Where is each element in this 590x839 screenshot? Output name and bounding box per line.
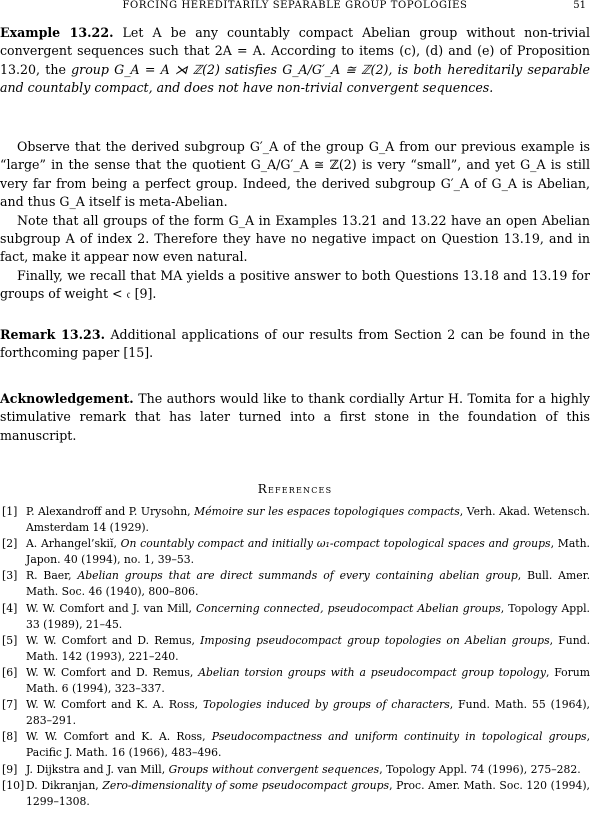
reference-authors: A. Arhangel’skiĭ, [26,537,121,551]
reference-number: [10] [2,778,25,792]
remark-text: Additional applications of our results from Section 2 can be found in the forthcoming paper [15]. [0,327,590,361]
reference-source: , Proc. Amer. Math. Soc. 120 (1994), 1299–1308. [26,778,590,808]
reference-item [0,697,590,729]
reference-authors: R. Baer, [26,569,78,583]
remark-label: Remark 13.23. [0,327,105,342]
reference-authors: W. W. Comfort and J. van Mill, [26,601,197,615]
reference-item [0,729,590,761]
reference-number: [7] [2,698,18,712]
page-number: 51 [573,0,586,11]
references-heading: References [257,482,333,496]
reference-title: Mémoire sur les espaces topologiques compacts [194,505,460,518]
reference-item [0,762,590,778]
reference-authors: W. W. Comfort and D. Remus, [26,665,199,679]
reference-authors: J. Dijkstra and J. van Mill, [26,762,169,776]
example-label: Example 13.22. [0,25,114,40]
reference-item [0,568,590,600]
reference-source: , Forum Math. 6 (1994), 323–337. [26,665,590,696]
reference-source: , Math. Japon. 40 (1994), no. 1, 39–53. [26,537,590,567]
paragraph: Note that all groups of the form G_A in Examples 13.21 and 13.22 have an open Abelian subgroup A of index 2. Therefore they have no negative impact on Question 13.19, and in fact, make it appear now even natural. [0,212,590,265]
reference-title: Abelian torsion groups with a pseudocompact group topology [198,665,546,679]
reference-title: Concerning connected, pseudocompact Abelian groups [196,601,501,615]
paragraph: Finally, we recall that MA yields a positive answer to both Questions 13.18 and 13.19 for groups of weight < 𝔠 [9]. [0,267,590,302]
reference-number: [3] [2,569,18,583]
discussion [0,138,590,304]
reference-item [0,633,590,665]
reference-number: [6] [2,665,18,679]
reference-authors: W. W. Comfort and D. Remus, [26,633,201,647]
running-header [0,0,590,14]
reference-title: Topologies induced by groups of characters [202,698,450,712]
reference-number: [4] [2,601,18,615]
reference-title: Groups without convergent sequences [168,762,380,776]
acknowledgement-text: The authors would like to thank cordially Artur H. Tomita for a highly stimulative remark that has later turned into a first stone in the foundation of this manuscript. [0,391,590,443]
reference-title: On countably compact and initially ω₁-compact topological spaces and groups [120,537,551,551]
reference-number: [1] [2,505,18,518]
reference-authors: D. Dikranjan, [26,778,103,792]
reference-item [0,536,590,568]
reference-item [0,665,590,697]
reference-item [0,504,590,536]
reference-number: [8] [2,730,18,744]
reference-item [0,778,590,810]
reference-source: , Topology Appl. 33 (1989), 21–45. [26,601,590,631]
acknowledgement-label: Acknowledgement. [0,391,134,406]
paragraph: Observe that the derived subgroup G′_A of the group G_A from our previous example is “large” in the sense that the quotient G_A/G′_A ≅ ℤ(2) is very “small”, and yet G_A is still very far from being a perfect group. Indeed, the derived subgroup G′_A of G_A is Abelian, and thus G_A itself is meta-Abelian. [0,139,590,210]
reference-number: [2] [2,537,18,551]
reference-title: Pseudocompactness and uniform continuity in topological groups [211,730,587,744]
example-13-22 [0,24,590,98]
reference-list [0,504,590,810]
reference-source: , Bull. Amer. Math. Soc. 46 (1940), 800–806. [26,569,590,599]
reference-number: [5] [2,633,18,647]
reference-source: , Pacific J. Math. 16 (1966), 483–496. [26,730,590,760]
reference-source: , Fund. Math. 55 (1964), 283–291. [26,698,590,728]
reference-source: , Verh. Akad. Wetensch. Amsterdam 14 (1929). [26,505,590,535]
example-text: Let A be any countably compact Abelian group without non-trivial convergent sequences such that 2A = A. According to items (c), (d) and (e) of Proposition 13.20, the [0,25,590,77]
reference-title: Abelian groups that are direct summands of every containing abelian group [77,569,518,583]
remark-13-23 [0,326,590,363]
reference-title: Zero-dimensionality of some pseudocompact groups [102,778,390,792]
reference-source: , Topology Appl. 74 (1996), 275–282. [379,762,581,776]
acknowledgement [0,390,590,445]
reference-source: , Fund. Math. 142 (1993), 221–240. [26,633,590,663]
example-statement: group G_A = A ⋊ ℤ(2) satisfies G_A/G′_A ≅ ℤ(2), is both hereditarily separable and countably compact, and does not have non-trivial convergent sequences. [0,61,590,96]
reference-authors: W. W. Comfort and K. A. Ross, [26,698,203,712]
reference-number: [9] [2,762,18,776]
reference-authors: W. W. Comfort and K. A. Ross, [26,730,212,744]
running-title: FORCING HEREDITARILY SEPARABLE GROUP TOPOLOGIES [122,0,468,11]
reference-authors: P. Alexandroff and P. Urysohn, [26,505,195,518]
reference-item [0,601,590,633]
reference-title: Imposing pseudocompact group topologies on Abelian groups [200,633,550,647]
